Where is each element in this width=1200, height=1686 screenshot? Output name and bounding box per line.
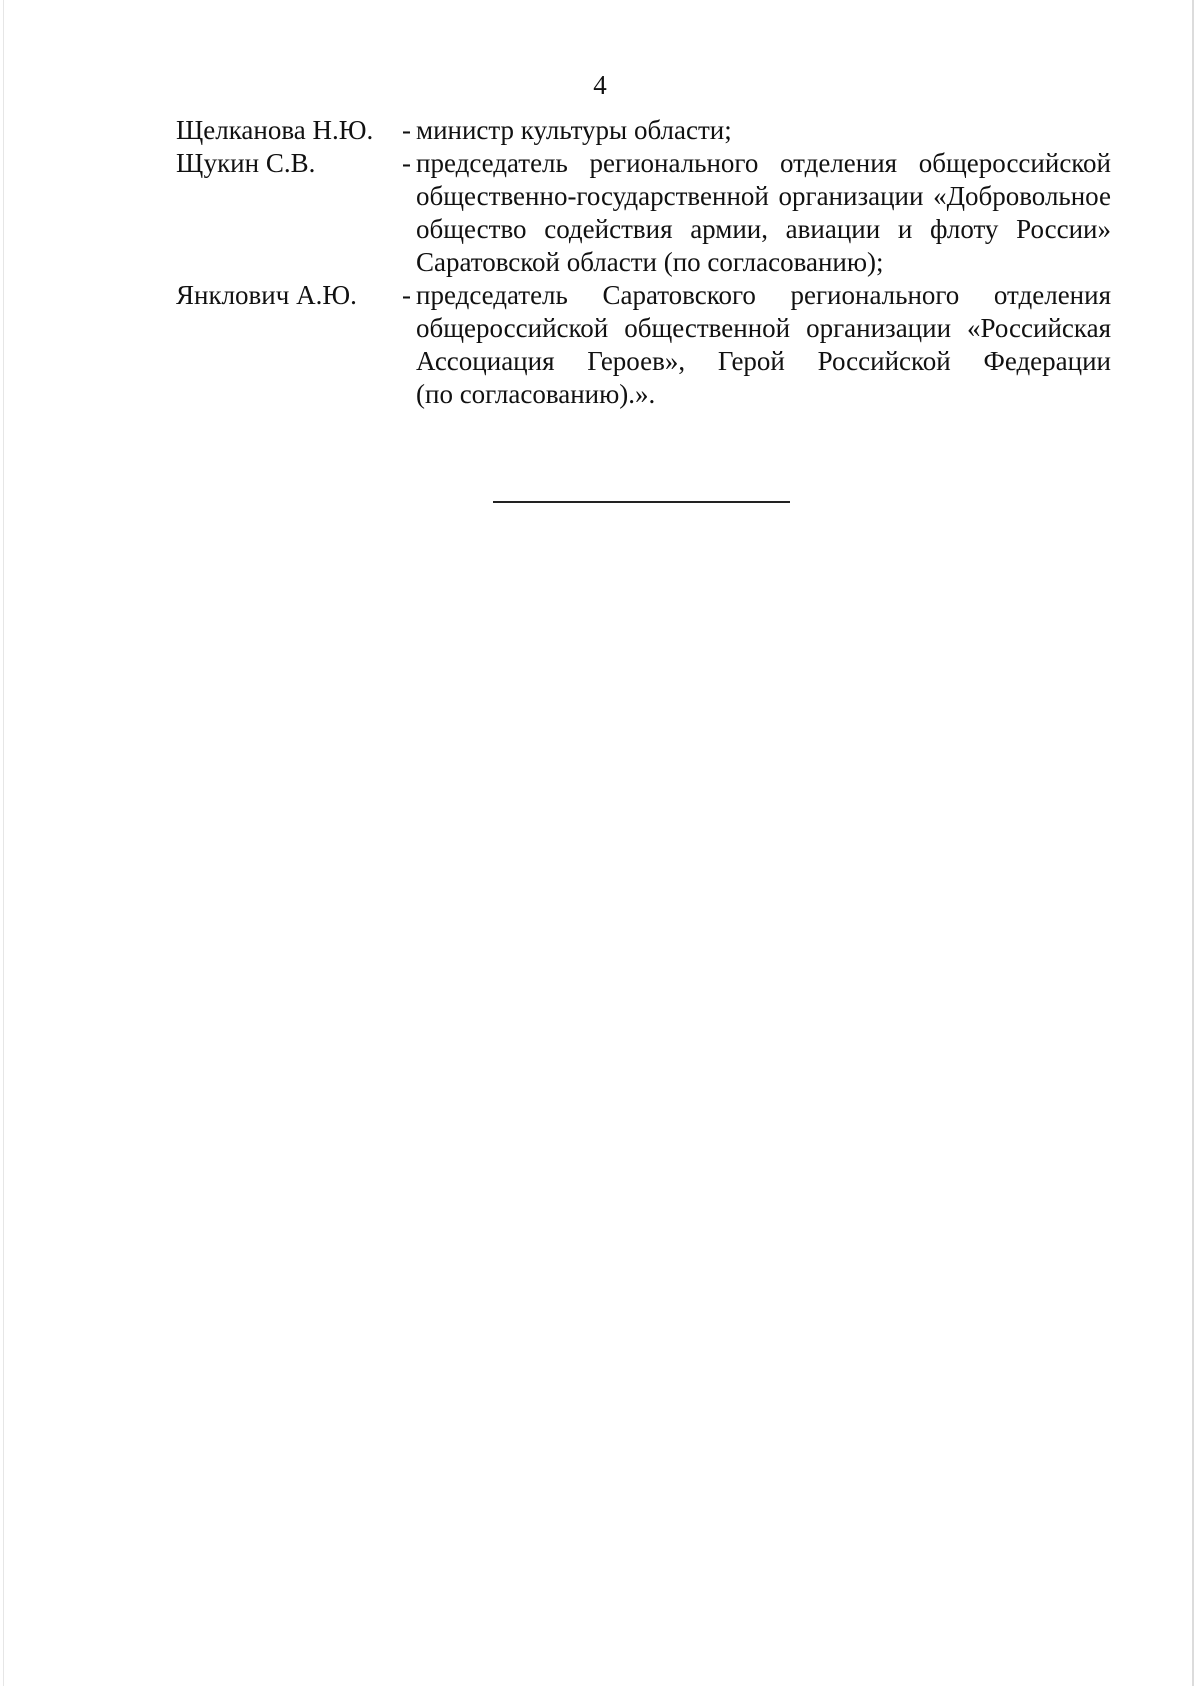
member-list xyxy=(176,114,1111,411)
list-item xyxy=(176,147,1111,279)
scan-edge-right xyxy=(1192,0,1194,1686)
list-item xyxy=(176,279,1111,411)
dash: - xyxy=(402,148,411,178)
dash: - xyxy=(402,280,411,310)
scan-edge-left xyxy=(3,0,4,1686)
member-position xyxy=(416,279,1111,411)
member-name: Щелканова Н.Ю. xyxy=(176,115,374,145)
position-line: общероссийской общественной организации «Российская xyxy=(416,313,1111,343)
page-number: 4 xyxy=(593,70,607,100)
member-name: Щукин С.В. xyxy=(176,148,316,178)
member-name: Янклович А.Ю. xyxy=(176,280,357,310)
member-position xyxy=(416,147,1111,279)
position-line: председатель Саратовского регионального отделения xyxy=(416,280,1111,310)
list-item xyxy=(176,114,1111,147)
position-line: общественно-государственной организации «Добровольное xyxy=(416,181,1111,211)
position-line: председатель регионального отделения общероссийской xyxy=(416,148,1111,178)
position-line: Саратовской области (по согласованию); xyxy=(416,247,884,277)
position-line: (по согласованию).». xyxy=(416,379,656,409)
separator-line xyxy=(493,501,790,503)
position-line: общество содействия армии, авиации и флоту России» xyxy=(416,214,1111,244)
member-position xyxy=(416,114,1111,147)
dash: - xyxy=(402,115,411,145)
position-line: министр культуры области; xyxy=(416,115,732,145)
position-line: Ассоциация Героев», Герой Российской Федерации xyxy=(416,346,1111,376)
